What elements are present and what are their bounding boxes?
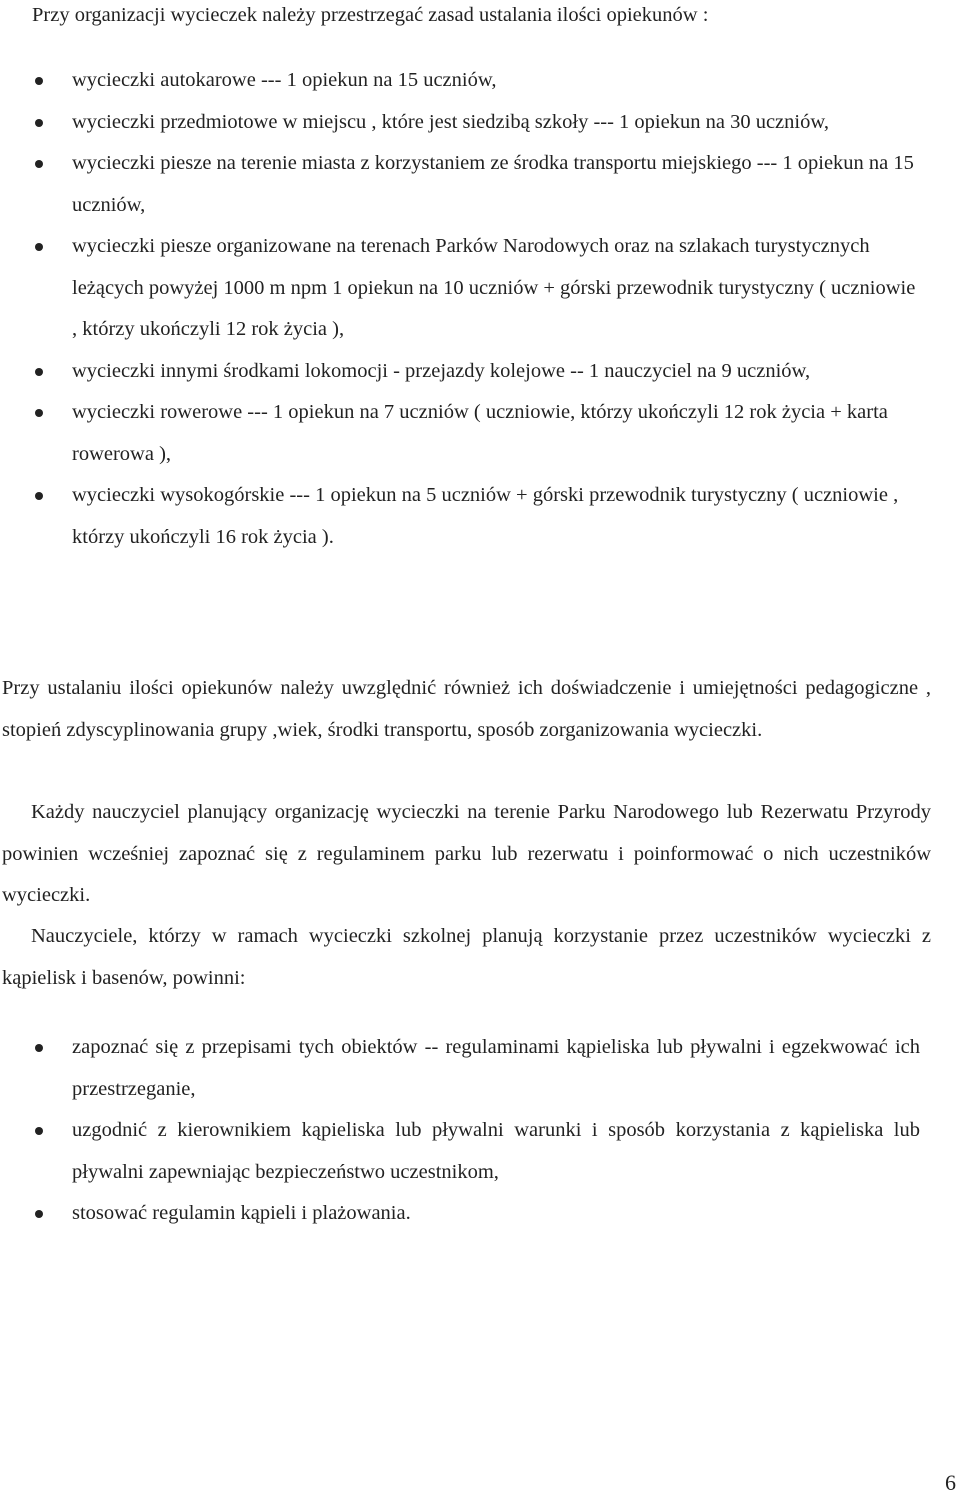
paragraph-national-park: Każdy nauczyciel planujący organizację wycieczki na terenie Parku Narodowego lub Rezerwatu Przyrody powinien wcześniej zapoznać się z regulaminem parku lub rezerwatu i poinformować o nich uczestników wycieczki. <box>2 801 931 906</box>
bullet-icon <box>35 119 43 127</box>
list-item <box>0 1110 960 1193</box>
paragraph-swimming: Nauczyciele, którzy w ramach wycieczki szkolnej planują korzystanie przez uczestników wycieczki z kąpielisk i basenów, powinni: <box>2 925 931 989</box>
bullet-icon <box>35 1127 43 1135</box>
list-item <box>0 143 960 226</box>
intro-text: Przy organizacji wycieczek należy przestrzegać zasad ustalania ilości opiekunów : <box>32 4 709 26</box>
list-item <box>0 102 960 144</box>
list-item-text: wycieczki autokarowe --- 1 opiekun na 15 uczniów, <box>72 69 497 91</box>
list-item-text: stosować regulamin kąpieli i plażowania. <box>72 1202 411 1224</box>
bullet-icon <box>35 1210 43 1218</box>
list-item <box>0 1027 960 1110</box>
supervisor-ratio-list <box>0 60 960 558</box>
bullet-icon <box>35 243 43 251</box>
list-item <box>0 60 960 102</box>
page-number: 6 <box>945 1470 956 1495</box>
bullet-icon <box>35 368 43 376</box>
list-item <box>0 226 960 351</box>
bullet-icon <box>35 409 43 417</box>
list-item-text: wycieczki rowerowe --- 1 opiekun na 7 uczniów ( uczniowie, którzy ukończyli 12 rok życia + karta rowerowa ), <box>72 401 888 465</box>
swimming-duties-list <box>0 1027 960 1235</box>
list-item-text: wycieczki piesze organizowane na terenach Parków Narodowych oraz na szlakach turystycznych leżących powyżej 1000 m npm 1 opiekun na 10 uczniów + górski przewodnik turystyczny ( uczniowie , którzy ukończyli 12 rok życia ), <box>72 235 916 340</box>
bullet-icon <box>35 492 43 500</box>
list-item-text: wycieczki innymi środkami lokomocji - przejazdy kolejowe -- 1 nauczyciel na 9 uczniów, <box>72 359 811 382</box>
bullet-icon <box>35 77 43 85</box>
list-item-text: wycieczki piesze na terenie miasta z korzystaniem ze środka transportu miejskiego --- 1 opiekun na 15 uczniów, <box>72 152 914 216</box>
list-item-text: wycieczki przedmiotowe w miejscu , które jest siedzibą szkoły --- 1 opiekun na 30 uczniów, <box>72 110 829 133</box>
list-item <box>0 1193 960 1235</box>
list-item <box>0 475 960 558</box>
list-item-text: uzgodnić z kierownikiem kąpieliska lub pływalni warunki i sposób korzystania z kąpieliska lub pływalni zapewniając bezpieczeństwo uczestnikom, <box>72 1119 920 1183</box>
bullet-icon <box>35 1044 43 1052</box>
list-item <box>0 351 960 393</box>
list-item-text: zapoznać się z przepisami tych obiektów -- regulaminami kąpieliska lub pływalni i egzekwować ich przestrzeganie, <box>72 1036 920 1100</box>
paragraph-supervisor-experience: Przy ustalaniu ilości opiekunów należy uwzględnić również ich doświadczenie i umiejętności pedagogiczne , stopień zdyscyplinowania grupy ,wiek, środki transportu, sposób zorganizowania wycieczki. <box>2 677 931 741</box>
list-item-text: wycieczki wysokogórskie --- 1 opiekun na 5 uczniów + górski przewodnik turystyczny ( uczniowie , którzy ukończyli 16 rok życia ). <box>72 484 899 548</box>
bullet-icon <box>35 160 43 168</box>
list-item <box>0 392 960 475</box>
